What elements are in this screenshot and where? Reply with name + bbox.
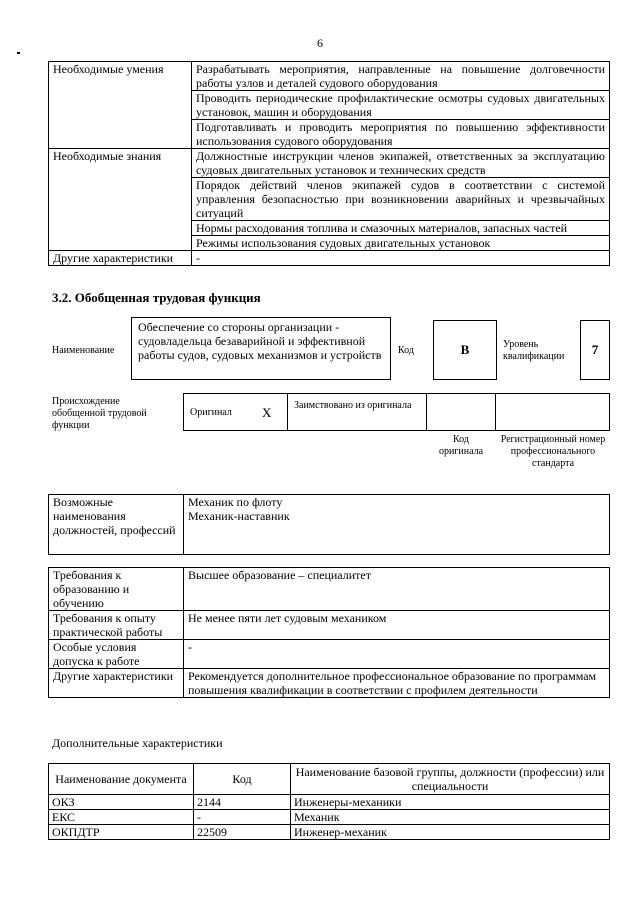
origin-original-box	[183, 393, 288, 431]
cell-doc: ОКЗ	[49, 795, 194, 810]
level-value: 7	[591, 342, 599, 357]
cell-value: Должностные инструкции членов экипажей, ответственных за эксплуатацию судовых двигательных установок и технических средств	[192, 149, 610, 178]
cell-value: -	[192, 251, 610, 266]
column-header: Код	[194, 764, 291, 795]
section-title: 3.2. Обобщенная трудовая функция	[52, 290, 261, 305]
table-header-row	[49, 764, 610, 795]
table-row	[49, 640, 610, 669]
position-item: Механик-наставник	[188, 509, 290, 523]
code-box	[433, 320, 497, 380]
cell-value: Не менее пяти лет судовым механиком	[184, 611, 610, 640]
cell-code: 22509	[194, 825, 291, 840]
requirements-table	[48, 567, 610, 698]
cell-value: -	[184, 640, 610, 669]
cell-name: Инженеры-механики	[291, 795, 610, 810]
table-row	[49, 669, 610, 698]
code-value: B	[460, 342, 470, 357]
table-row	[49, 495, 610, 555]
row-label: Другие характеристики	[49, 251, 192, 266]
table-row	[49, 149, 610, 178]
positions-table	[48, 494, 610, 555]
skills-table	[48, 61, 610, 266]
row-label: Необходимые знания	[49, 149, 192, 251]
function-name: Обеспечение со стороны организации - судовладельца безаварийной и эффективной работы судов, судовых механизмов и устройств	[138, 320, 382, 362]
table-row	[49, 825, 610, 840]
cell-value: Нормы расходования топлива и смазочных материалов, запасных частей	[192, 221, 610, 236]
original-mark: X	[262, 405, 272, 420]
origin-label: Происхождение обобщенной трудовой функции	[52, 396, 147, 431]
level-box	[580, 320, 610, 380]
code-caption: Код оригинала	[438, 434, 484, 457]
cell-doc: ЕКС	[49, 810, 194, 825]
cell-value	[184, 495, 610, 555]
margin-mark	[17, 52, 20, 54]
borrowed-label: Заимствовано из оригинала	[294, 400, 412, 411]
additional-table	[48, 763, 610, 840]
cell-name: Механик	[291, 810, 610, 825]
level-label: Уровень квалификации	[503, 339, 565, 362]
table-row	[49, 62, 610, 91]
reg-caption: Регистрационный номер профессионального стандарта	[500, 434, 606, 469]
cell-code: 2144	[194, 795, 291, 810]
cell-value: Проводить периодические профилактические осмотры судовых двигательных установок, машин и оборудования	[192, 91, 610, 120]
cell-value: Подготавливать и проводить мероприятия по повышению эффективности использования судового оборудования	[192, 120, 610, 149]
origin-code-box	[426, 393, 496, 431]
cell-value: Порядок действий членов экипажей судов в соответствии с системой управления безопасностью при возникновении аварийных и чрезвычайных ситуаций	[192, 178, 610, 221]
original-label: Оригинал	[190, 407, 232, 418]
column-header: Наименование документа	[49, 764, 194, 795]
table-row	[49, 251, 610, 266]
column-header: Наименование базовой группы, должности (профессии) или специальности	[291, 764, 610, 795]
cell-value: Режимы использования судовых двигательных установок	[192, 236, 610, 251]
position-item: Механик по флоту	[188, 495, 283, 509]
row-label: Требования к образованию и обучению	[49, 568, 184, 611]
cell-name: Инженер-механик	[291, 825, 610, 840]
cell-value: Разрабатывать мероприятия, направленные на повышение долговечности работы узлов и деталей судового оборудования	[192, 62, 610, 91]
row-label: Возможные наименования должностей, профессий	[49, 495, 184, 555]
cell-doc: ОКПДТР	[49, 825, 194, 840]
additional-title: Дополнительные характеристики	[52, 736, 223, 750]
table-row	[49, 568, 610, 611]
cell-code: -	[194, 810, 291, 825]
origin-borrowed-box	[287, 393, 427, 431]
origin-reg-box	[495, 393, 610, 431]
row-label: Другие характеристики	[49, 669, 184, 698]
row-label: Необходимые умения	[49, 62, 192, 149]
table-row	[49, 795, 610, 810]
code-label: Код	[398, 345, 414, 356]
page-number: 6	[317, 36, 323, 50]
row-label: Требования к опыту практической работы	[49, 611, 184, 640]
function-name-box	[131, 317, 391, 380]
cell-value: Высшее образование – специалитет	[184, 568, 610, 611]
table-row	[49, 611, 610, 640]
row-label: Особые условия допуска к работе	[49, 640, 184, 669]
name-label: Наименование	[52, 345, 115, 356]
cell-value: Рекомендуется дополнительное профессиональное образование по программам повышения квалификации в соответствии с профилем деятельности	[184, 669, 610, 698]
table-row	[49, 810, 610, 825]
